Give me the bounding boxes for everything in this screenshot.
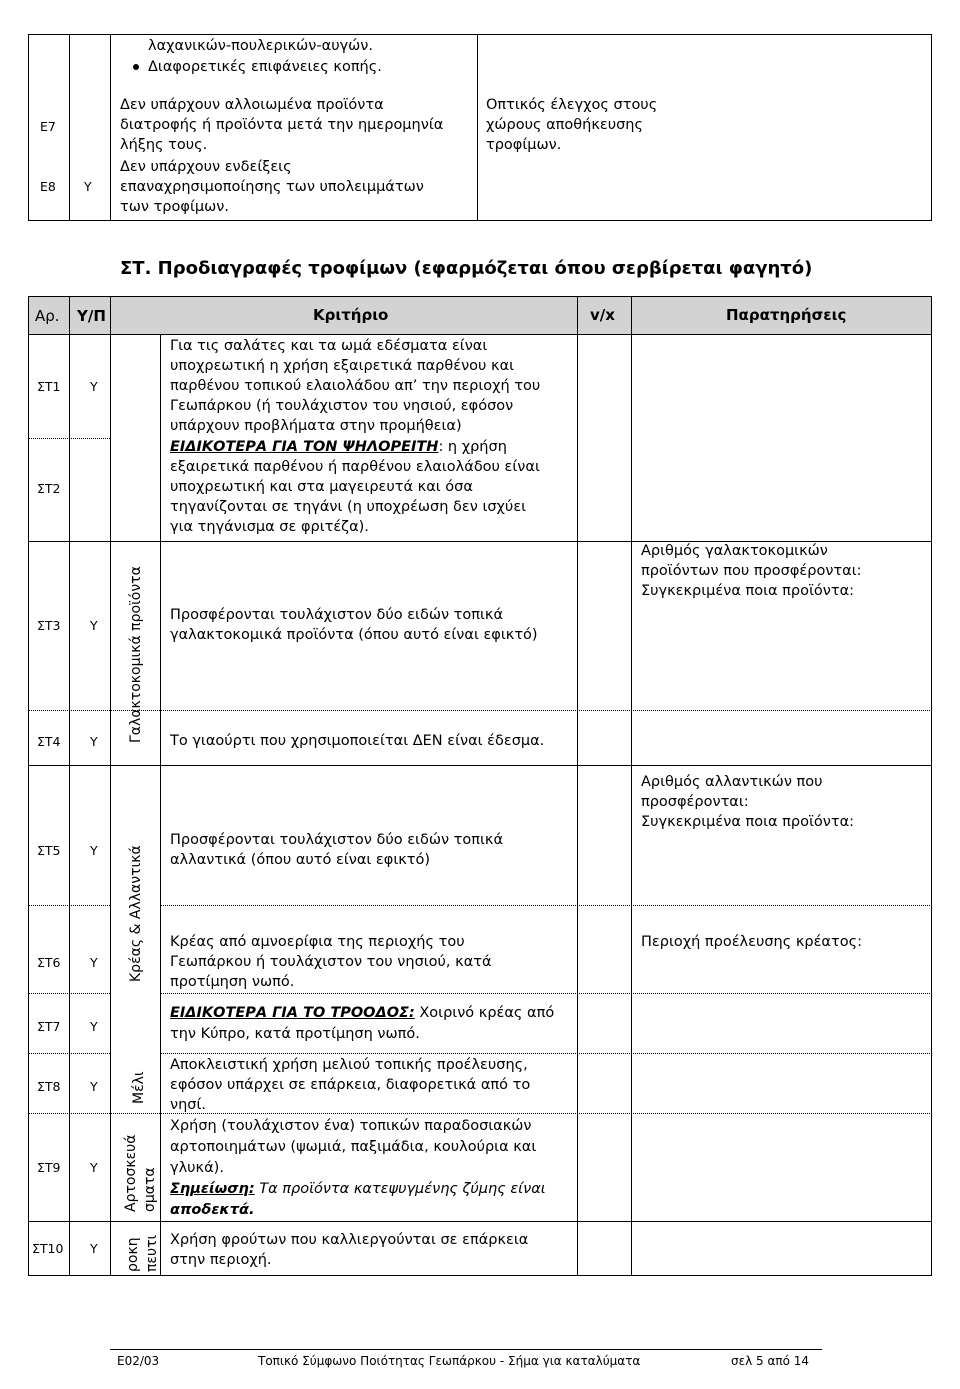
criterion-st1-l4: Γεωπάρκου (ή τουλάχιστον του νησιού, εφόσον: [170, 398, 514, 414]
remarks-top-l1: Οπτικός έλεγχος στους: [486, 97, 658, 113]
st9-note-text: Τα προϊόντα κατεψυγμένης ζύμης είναι: [254, 1181, 546, 1197]
row-id-e8: Ε8: [40, 179, 56, 194]
criterion-st8-l2: εφόσον υπάρχει σε επάρκεια, διαφορετικά από το: [170, 1077, 531, 1093]
criterion-st9-l1: Χρήση (τουλάχιστον ένα) τοπικών παραδοσιακών: [170, 1118, 532, 1134]
remarks-top-l3: τροφίμων.: [486, 137, 562, 153]
st7-first-rest: Χοιρινό κρέας από: [414, 1005, 555, 1021]
criterion-e7-l3: λήξης τους.: [120, 137, 208, 153]
criterion-continuation: λαχανικών-πουλερικών-αυγών.: [148, 38, 374, 54]
criterion-st1-l1: Για τις σαλάτες και τα ωμά εδέσματα είναι: [170, 338, 488, 354]
category-dairy: Γαλακτοκομικά προϊόντα: [128, 566, 144, 743]
criterion-st9-l3: γλυκά).: [170, 1160, 224, 1176]
criterion-st1-l2: υποχρεωτική η χρήση εξαιρετικά παρθένου και: [170, 358, 515, 374]
row-id-st7: ΣΤ7: [37, 1019, 61, 1034]
row-yp-st10: Υ: [90, 1241, 98, 1256]
row-id-st3: ΣΤ3: [37, 618, 61, 633]
remarks-st6-l1: Περιοχή προέλευσης κρέατος:: [641, 934, 862, 950]
category-bakery-line1: Αρτοσκευά: [123, 1134, 139, 1212]
row-id-e7: Ε7: [40, 119, 56, 134]
criterion-st2-l3: υποχρεωτική και στα μαγειρευτά και όσα: [170, 479, 473, 495]
bullet-icon: [133, 64, 139, 70]
remarks-st3-l3: Συγκεκριμένα ποια προϊόντα:: [641, 583, 855, 599]
criterion-st7-l2: την Κύπρο, κατά προτίμηση νωπό.: [170, 1026, 420, 1042]
st9-note-label: Σημείωση:: [170, 1181, 255, 1197]
criterion-st7-l1: [170, 1003, 554, 1024]
criterion-st4-l1: Το γιαούρτι που χρησιμοποιείται ΔΕΝ είναι έδεσμα.: [170, 733, 545, 749]
criterion-st2-l2: εξαιρετικά παρθένου ή παρθένου ελαιολάδου είναι: [170, 459, 540, 475]
category-fruit-line1: ροκη: [125, 1237, 141, 1272]
row-id-st8: ΣΤ8: [37, 1079, 61, 1094]
criterion-st9-note-l2: αποδεκτά.: [170, 1202, 255, 1218]
row-yp-e8: Υ: [84, 179, 92, 194]
criterion-st5-l2: αλλαντικά (όπου αυτό είναι εφικτό): [170, 852, 431, 868]
criterion-e7-l1: Δεν υπάρχουν αλλοιωμένα προϊόντα: [120, 97, 384, 113]
category-fruit-line2: πευτι: [144, 1234, 160, 1272]
criterion-e7-l2: διατροφής ή προϊόντα μετά την ημερομηνία: [120, 117, 444, 133]
category-honey: Μέλι: [131, 1071, 147, 1104]
criterion-bullet: Διαφορετικές επιφάνειες κοπής.: [148, 59, 382, 75]
st7-emphasis: ΕΙΔΙΚΟΤΕΡΑ ΓΙΑ ΤΟ ΤΡΟΟΔΟΣ:: [170, 1005, 415, 1021]
remarks-st3-l2: προϊόντων που προσφέρονται:: [641, 563, 862, 579]
row-id-st1: ΣΤ1: [37, 379, 61, 394]
category-bakery-line2: σματα: [142, 1167, 158, 1212]
footer-title: Τοπικό Σύμφωνο Ποιότητας Γεωπάρκου - Σήμα για καταλύματα: [258, 1354, 641, 1368]
criterion-st10-l1: Χρήση φρούτων που καλλιεργούνται σε επάρκεια: [170, 1232, 529, 1248]
criterion-e8-l3: των τροφίμων.: [120, 199, 229, 215]
row-yp-st1: Υ: [90, 379, 98, 394]
remarks-st5-l1: Αριθμός αλλαντικών που: [641, 774, 823, 790]
row-yp-st6: Υ: [90, 955, 98, 970]
st2-first-rest: : η χρήση: [438, 439, 507, 455]
row-id-st6: ΣΤ6: [37, 955, 61, 970]
category-meat: Κρέας & Αλλαντικά: [128, 845, 144, 982]
row-id-st5: ΣΤ5: [37, 843, 61, 858]
row-yp-st4: Υ: [90, 734, 98, 749]
row-id-st2: ΣΤ2: [37, 481, 61, 496]
row-yp-st3: Υ: [90, 618, 98, 633]
criterion-st6-l3: προτίμηση νωπό.: [170, 974, 295, 990]
criterion-st1-l5: υπάρχουν προβλήματα στην προμήθεια): [170, 418, 462, 434]
row-yp-st9: Υ: [90, 1160, 98, 1175]
col-header-remarks: Παρατηρήσεις: [726, 306, 847, 324]
remarks-st5-l3: Συγκεκριμένα ποια προϊόντα:: [641, 814, 855, 830]
row-id-st9: ΣΤ9: [37, 1160, 61, 1175]
col-header-yp: Υ/Π: [77, 307, 106, 325]
criterion-e8-l1: Δεν υπάρχουν ενδείξεις: [120, 159, 292, 175]
criterion-st6-l2: Γεωπάρκου ή τουλάχιστον του νησιού, κατά: [170, 954, 492, 970]
criterion-st3-l2: γαλακτοκομικά προϊόντα (όπου αυτό είναι εφικτό): [170, 627, 538, 643]
footer-page-number: σελ 5 από 14: [731, 1354, 810, 1368]
criterion-st10-l2: στην περιοχή.: [170, 1252, 272, 1268]
criterion-st2-l1: [170, 437, 507, 458]
criterion-st9-note-l1: [170, 1179, 546, 1200]
col-header-criterion: Κριτήριο: [313, 306, 389, 324]
footer-code: Ε02/03: [117, 1354, 160, 1368]
row-id-st4: ΣΤ4: [37, 734, 61, 749]
criterion-st2-l5: για τηγάνισμα σε φριτέζα).: [170, 519, 369, 535]
criterion-st9-l2: αρτοποιημάτων (ψωμιά, παξιμάδια, κουλούρια και: [170, 1139, 537, 1155]
row-yp-st7: Υ: [90, 1019, 98, 1034]
row-yp-st8: Υ: [90, 1079, 98, 1094]
row-yp-st5: Υ: [90, 843, 98, 858]
st2-emphasis: ΕΙΔΙΚΟΤΕΡΑ ΓΙΑ ΤΟΝ ΨΗΛΟΡΕΙΤΗ: [170, 439, 439, 455]
row-id-st10: ΣΤ10: [32, 1241, 64, 1256]
criterion-st8-l3: νησί.: [170, 1097, 206, 1113]
remarks-st5-l2: προσφέρονται:: [641, 794, 749, 810]
remarks-top-l2: χώρους αποθήκευσης: [486, 117, 643, 133]
criterion-e8-l2: επαναχρησιμοποίησης των υπολειμμάτων: [120, 179, 424, 195]
col-header-num: Αρ.: [35, 307, 60, 325]
criterion-st1-l3: παρθένου τοπικού ελαιολάδου απ’ την περιοχή του: [170, 378, 541, 394]
criterion-st5-l1: Προσφέρονται τουλάχιστον δύο ειδών τοπικά: [170, 832, 504, 848]
criterion-st8-l1: Αποκλειστική χρήση μελιού τοπικής προέλευσης,: [170, 1057, 528, 1073]
col-header-vx: v/x: [590, 306, 615, 324]
section-title: ΣΤ. Προδιαγραφές τροφίμων (εφαρμόζεται όπου σερβίρεται φαγητό): [120, 258, 813, 279]
criterion-st2-l4: τηγανίζονται σε τηγάνι (η υποχρέωση δεν ισχύει: [170, 499, 527, 515]
criterion-st3-l1: Προσφέρονται τουλάχιστον δύο ειδών τοπικά: [170, 607, 504, 623]
criterion-st6-l1: Κρέας από αμνοερίφια της περιοχής του: [170, 934, 465, 950]
remarks-st3-l1: Αριθμός γαλακτοκομικών: [641, 543, 828, 559]
